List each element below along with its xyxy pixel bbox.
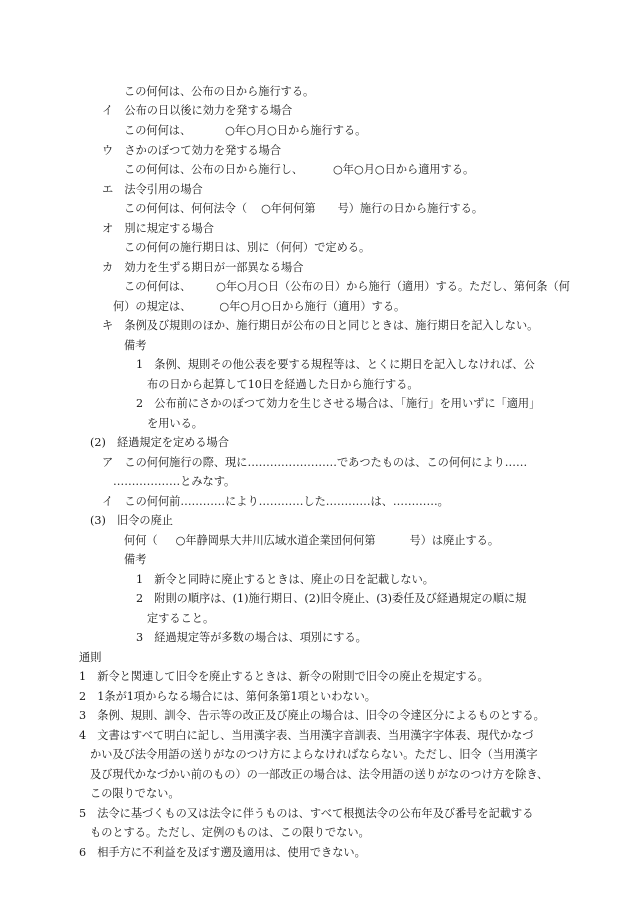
rule-item: 5 法令に基づくもの又は法令に伴うものは、すべて根拠法令の公布年及び番号を記載する xyxy=(79,807,534,820)
note-item: 3 経過規定等が多数の場合は、項別にする。 xyxy=(136,631,367,644)
item-heading: ア この何何施行の際、現に……………………であつたものは、この何何により…… xyxy=(102,456,528,469)
item-heading: イ この何何前…………により…………した…………は、…………。 xyxy=(102,495,449,508)
text-line: ………………とみなす。 xyxy=(113,475,236,488)
text-line xyxy=(124,200,483,217)
text-segment: ○年○月○日から適用する。 xyxy=(333,163,475,176)
rule-item-continued: かい及び法令用語の送りがなのつけ方によらなければならない。ただし、旧令（当用漢字 xyxy=(90,748,538,761)
text-segment: この何何は、 xyxy=(124,124,192,137)
rule-item: 4 文書はすべて明白に記し、当用漢字表、当用漢字音訓表、当用漢字字体表、現代かなづ xyxy=(79,729,534,742)
item-heading: オ 別に規定する場合 xyxy=(102,222,214,235)
text-segment: 号）は廃止する。 xyxy=(409,534,500,547)
item-heading: イ 公布の日以後に効力を発する場合 xyxy=(102,104,293,117)
text-segment: 何何（ xyxy=(124,534,158,547)
rule-item-continued: ものとする。ただし、定例のものは、この限りでない。 xyxy=(90,826,370,839)
text-line xyxy=(124,278,570,295)
text-segment: ○年静岡県大井川広域水道企業団何何第 xyxy=(175,534,376,547)
text-line: この何何は、公布の日から施行する。 xyxy=(124,85,315,98)
item-heading: エ 法令引用の場合 xyxy=(102,183,203,196)
item-heading: キ 条例及び規則のほか、施行期日が公布の日と同じときは、施行期日を記入しない。 xyxy=(102,319,539,332)
text-segment: 号）施行の日から施行する。 xyxy=(337,202,484,215)
note-heading: 備考 xyxy=(124,553,147,566)
section-heading: (3) 旧令の廃止 xyxy=(90,514,173,527)
text-segment: ○年何何第 xyxy=(261,202,316,215)
text-segment: 何）の規定は、 xyxy=(113,300,192,313)
item-heading: カ 効力を生ずる期日が一部異なる場合 xyxy=(102,261,304,274)
text-line xyxy=(124,532,499,549)
text-segment: この何何は、公布の日から施行し、 xyxy=(124,163,304,176)
note-heading: 備考 xyxy=(124,339,147,352)
text-line xyxy=(124,122,366,139)
item-heading: ウ さかのぼつて効力を発する場合 xyxy=(102,144,282,157)
rule-item: 3 条例、規則、訓令、告示等の改正及び廃止の場合は、旧令の令達区分によるものとする。 xyxy=(79,709,545,722)
rule-item-continued: 及び現代かなづかい前のもの）の一部改正の場合は、法令用語の送りがなのつけ方を除き、 xyxy=(90,768,549,781)
text-segment: ○年○月○日から施行する。 xyxy=(225,124,367,137)
text-segment: この何何は、 xyxy=(124,280,192,293)
section-heading: (2) 経過規定を定める場合 xyxy=(90,436,229,449)
note-item: 2 附則の順序は、(1)施行期日、(2)旧令廃止、(3)委任及び経過規定の順に規 xyxy=(136,592,527,605)
general-rules-heading: 通則 xyxy=(79,651,102,664)
note-item: 布の日から起算して10日を経過した日から施行する。 xyxy=(147,378,419,391)
text-segment: ○年○月○日から施行（適用）する。 xyxy=(219,300,406,313)
note-item: を用いる。 xyxy=(147,417,203,430)
text-line xyxy=(113,298,405,315)
note-item: 定すること。 xyxy=(147,612,215,625)
text-segment: この何何は、何何法令（ xyxy=(124,202,248,215)
text-segment: ○年○月○日（公布の日）から施行（適用）する。ただし、第何条（何 xyxy=(216,280,570,293)
note-item: 2 公布前にさかのぼつて効力を生じさせる場合は、「施行」を用いずに「適用」 xyxy=(136,397,541,410)
rule-item: 6 相手方に不利益を及ぼす遡及適用は、使用できない。 xyxy=(79,846,366,859)
rule-item: 1 新令と関連して旧令を廃止するときは、新令の附則で旧令の廃止を規定する。 xyxy=(79,670,489,683)
text-line xyxy=(124,161,474,178)
note-item: 1 新令と同時に廃止するときは、廃止の日を記載しない。 xyxy=(136,573,434,586)
text-line: この何何の施行期日は、別に（何何）で定める。 xyxy=(124,241,371,254)
rule-item: 2 1条が1項からなる場合には、第何条第1項といわない。 xyxy=(79,690,376,703)
note-item: 1 条例、規則その他公表を要する規程等は、とくに期日を記入しなければ、公 xyxy=(136,358,535,371)
rule-item-continued: この限りでない。 xyxy=(90,787,180,800)
